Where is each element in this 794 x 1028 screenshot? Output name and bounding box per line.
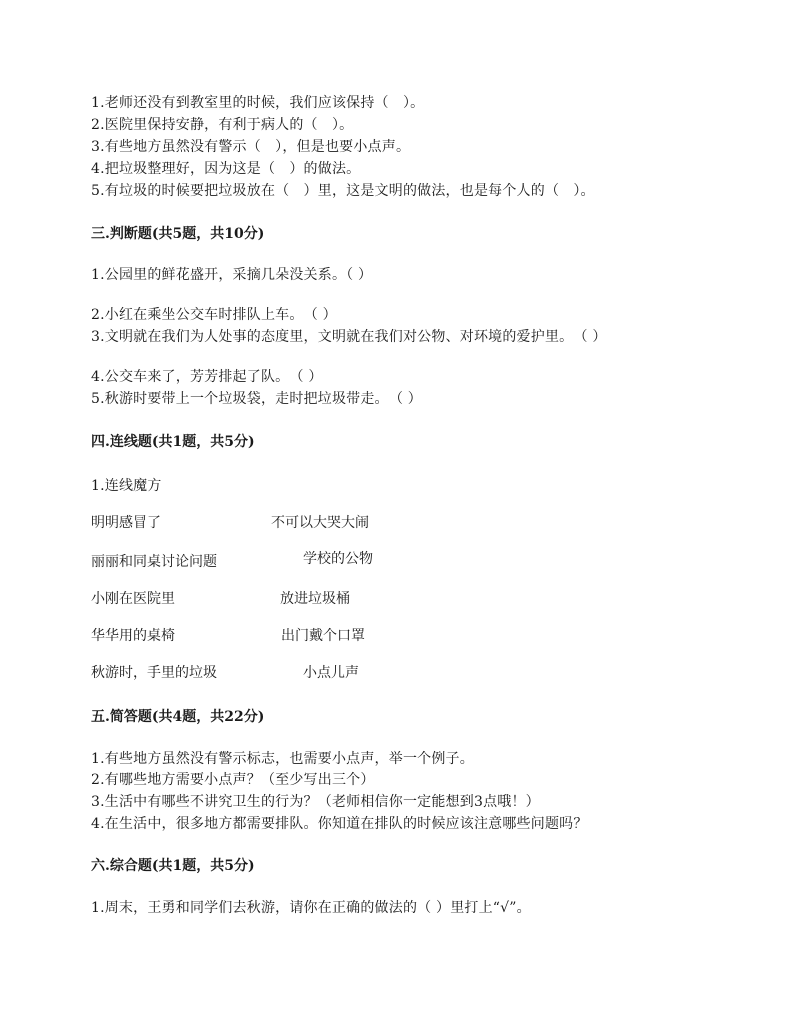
short-answer-item-3: 3.生活中有哪些不讲究卫生的行为？（老师相信你一定能想到3点哦！）: [91, 794, 540, 810]
matching-right-1: 不可以大哭大闹: [271, 515, 369, 531]
short-answer-item-4: 4.在生活中，很多地方都需要排队。你知道在排队的时候应该注意哪些问题吗？: [91, 816, 588, 832]
judgement-item-4: 4.公交车来了，芳芳排起了队。 （ ）: [91, 369, 323, 385]
fill-blank-item-1: 1.老师还没有到教室里的时候，我们应该保持（ ）。: [91, 95, 425, 111]
matching-question: 1.连线魔方: [91, 478, 162, 494]
matching-right-5: 小点儿声: [303, 665, 359, 681]
section-title-comprehensive: 六.综合题(共1题，共5分): [91, 858, 255, 874]
judgement-item-1: 1.公园里的鲜花盛开，采摘几朵没关系。（ ）: [91, 267, 373, 283]
matching-left-2: 丽丽和同桌讨论问题: [91, 554, 217, 570]
judgement-item-3: 3.文明就在我们为人处事的态度里，文明就在我们对公物、对环境的爱护里。 （ ）: [91, 329, 607, 345]
judgement-item-2: 2.小红在乘坐公交车时排队上车。 （ ）: [91, 307, 337, 323]
fill-blank-item-4: 4.把垃圾整理好，因为这是（ ）的做法。: [91, 161, 361, 177]
matching-left-4: 华华用的桌椅: [91, 628, 175, 644]
matching-left-5: 秋游时，手里的垃圾: [91, 665, 217, 681]
comprehensive-item-1: 1.周末，王勇和同学们去秋游，请你在正确的做法的（ ）里打上“√”。: [91, 900, 531, 916]
section-title-judgement: 三.判断题(共5题，共10分): [91, 226, 265, 242]
matching-left-3: 小刚在医院里: [91, 591, 175, 607]
section-title-short-answer: 五.简答题(共4题，共22分): [91, 709, 265, 725]
matching-right-4: 出门戴个口罩: [281, 628, 365, 644]
matching-right-2: 学校的公物: [303, 551, 373, 567]
fill-blank-item-5: 5.有垃圾的时候要把垃圾放在（ ）里，这是文明的做法，也是每个人的（ ）。: [91, 183, 595, 199]
matching-left-1: 明明感冒了: [91, 515, 161, 531]
section-title-matching: 四.连线题(共1题，共5分): [91, 434, 255, 450]
fill-blank-item-2: 2.医院里保持安静，有利于病人的（ ）。: [91, 117, 354, 133]
short-answer-item-1: 1.有些地方虽然没有警示标志，也需要小点声，举一个例子。: [91, 751, 474, 767]
matching-right-3: 放进垃圾桶: [280, 591, 350, 607]
short-answer-item-2: 2.有哪些地方需要小点声？（至少写出三个）: [91, 772, 375, 788]
judgement-item-5: 5.秋游时要带上一个垃圾袋，走时把垃圾带走。 （ ）: [91, 391, 423, 407]
fill-blank-item-3: 3.有些地方虽然没有警示（ ），但是也要小点声。: [91, 139, 411, 155]
